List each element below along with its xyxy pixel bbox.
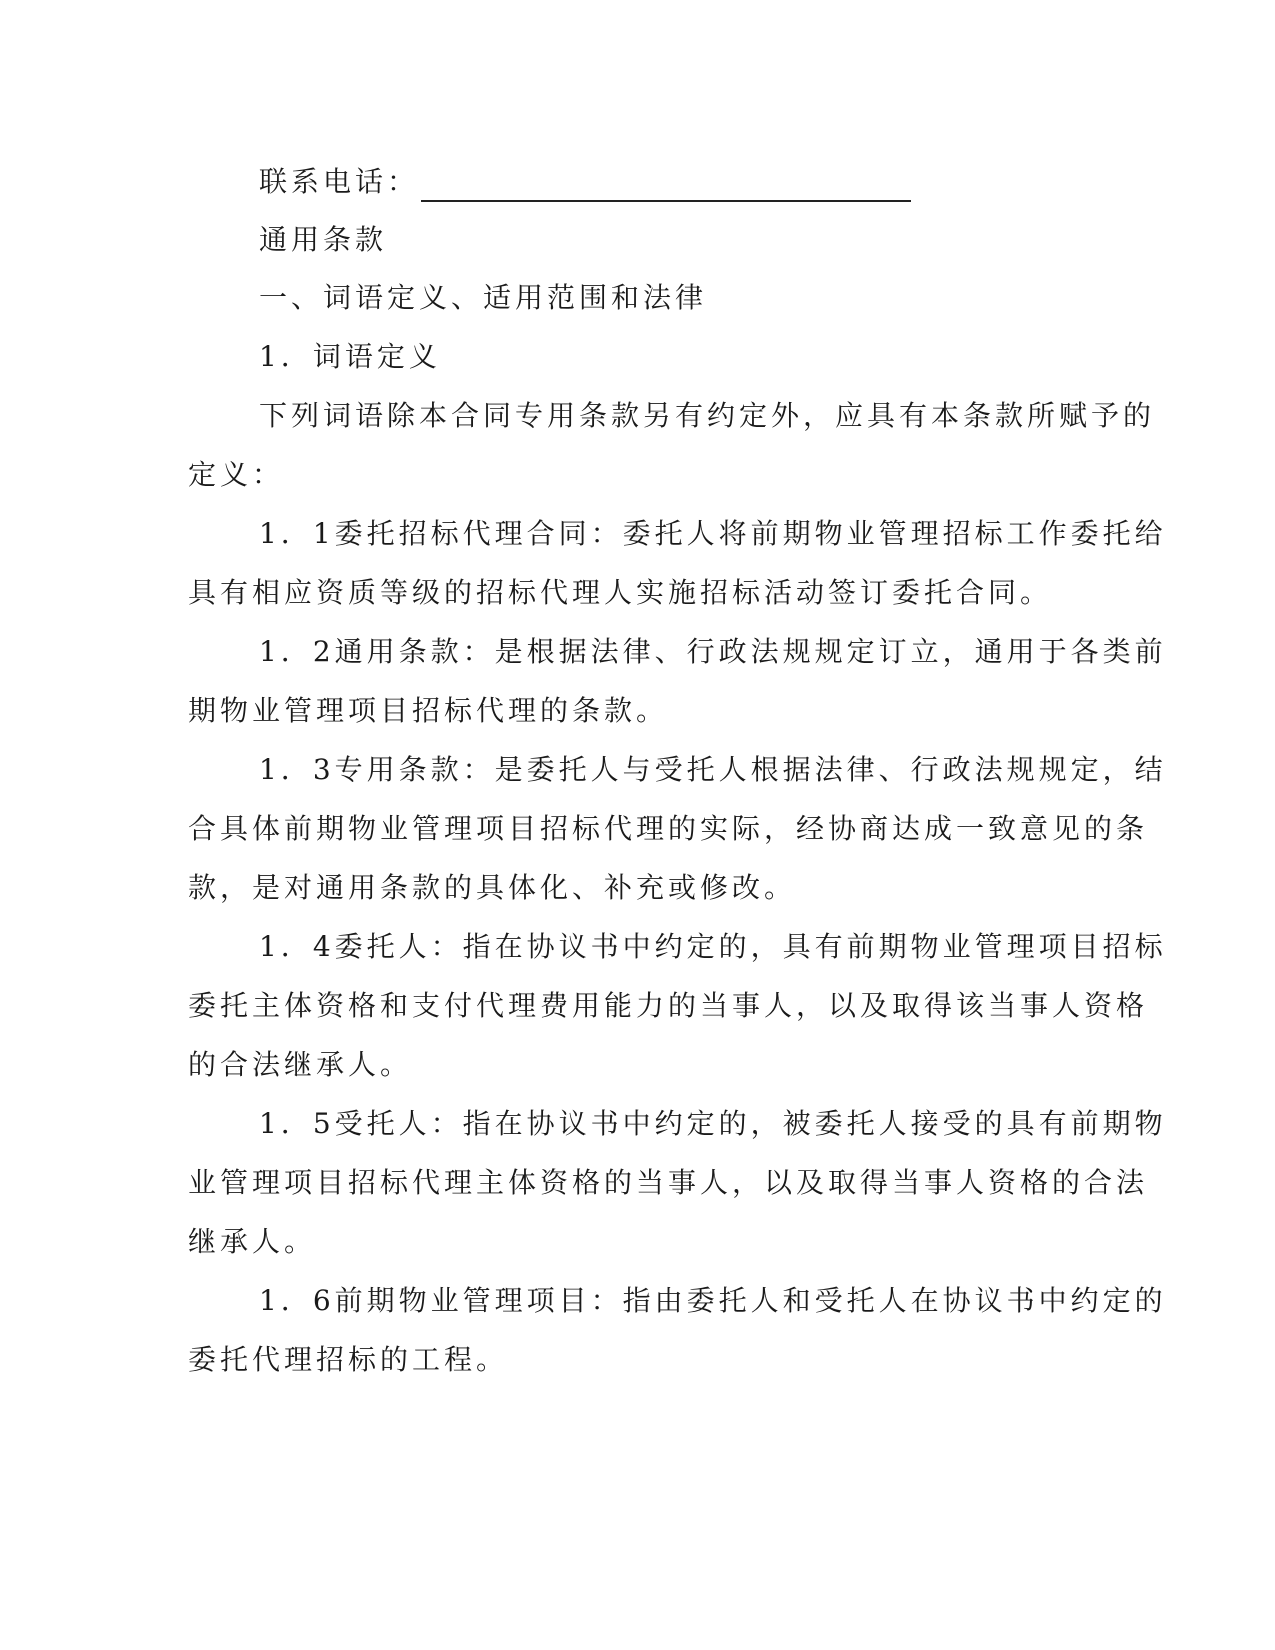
paragraph-line: 委托主体资格和支付代理费用能力的当事人，以及取得该当事人资格 bbox=[188, 989, 1149, 1022]
paragraph-line: 的合法继承人。 bbox=[188, 1048, 413, 1081]
contact-phone-row bbox=[259, 162, 911, 202]
paragraph-line: 1．2通用条款：是根据法律、行政法规规定订立，通用于各类前 bbox=[259, 635, 1167, 668]
paragraph-line: 委托代理招标的工程。 bbox=[188, 1343, 509, 1376]
paragraph-line: 1．3专用条款：是委托人与受托人根据法律、行政法规规定，结 bbox=[259, 753, 1167, 786]
paragraph-line: 款，是对通用条款的具体化、补充或修改。 bbox=[188, 871, 797, 904]
contact-phone-label: 联系电话： bbox=[259, 165, 420, 198]
paragraph-line: 期物业管理项目招标代理的条款。 bbox=[188, 694, 669, 727]
paragraph-line: 下列词语除本合同专用条款另有约定外，应具有本条款所赋予的 bbox=[259, 399, 1156, 432]
paragraph-line: 1．1委托招标代理合同：委托人将前期物业管理招标工作委托给 bbox=[259, 517, 1167, 550]
section-heading-general: 通用条款 bbox=[259, 223, 388, 256]
paragraph-line: 合具体前期物业管理项目招标代理的实际，经协商达成一致意见的条 bbox=[188, 812, 1149, 845]
paragraph-line: 1．6前期物业管理项目：指由委托人和受托人在协议书中约定的 bbox=[259, 1284, 1167, 1317]
paragraph-line: 继承人。 bbox=[188, 1225, 317, 1258]
paragraph-line: 具有相应资质等级的招标代理人实施招标活动签订委托合同。 bbox=[188, 576, 1053, 609]
section-heading-1: 一、词语定义、适用范围和法律 bbox=[259, 281, 708, 314]
contact-phone-blank bbox=[421, 170, 911, 202]
paragraph-line: 1．4委托人：指在协议书中约定的，具有前期物业管理项目招标 bbox=[259, 930, 1167, 963]
paragraph-line: 定义： bbox=[188, 458, 285, 491]
paragraph-line: 1．5受托人：指在协议书中约定的，被委托人接受的具有前期物 bbox=[259, 1107, 1167, 1140]
paragraph-line: 业管理项目招标代理主体资格的当事人，以及取得当事人资格的合法 bbox=[188, 1166, 1149, 1199]
subsection-heading-1-1: 1．词语定义 bbox=[259, 340, 441, 373]
